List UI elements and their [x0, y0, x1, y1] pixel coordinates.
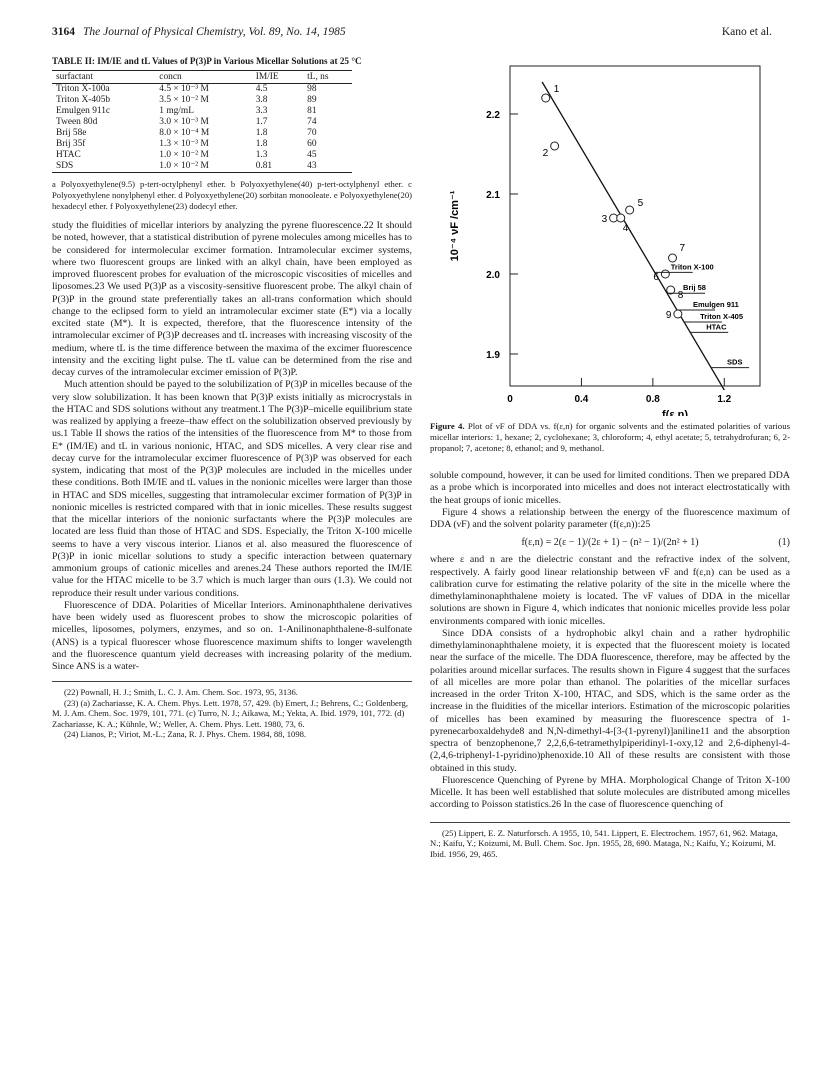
table-cell: Triton X-405b — [56, 95, 111, 105]
table-cell: 70 — [307, 128, 317, 138]
y-tick-label: 2.2 — [486, 110, 500, 121]
table-cell: 74 — [307, 117, 317, 127]
reference: (24) Lianos, P.; Viriot, M.-L.; Zana, R. J. Phys. Chem. 1984, 88, 1098. — [64, 729, 307, 740]
table-row — [52, 95, 352, 106]
x-tick-label: 0 — [507, 394, 513, 405]
point-label: 9 — [665, 310, 672, 321]
table-cell: 8.0 × 10⁻⁴ M — [159, 128, 210, 138]
micelle-label: HTAC — [706, 322, 727, 332]
table-row — [52, 106, 352, 117]
table-cell: 43 — [303, 161, 352, 173]
right-references — [430, 822, 790, 860]
point-label: 1 — [553, 84, 560, 95]
micelle-label: Triton X-405 — [700, 312, 744, 321]
y-axis-label: 10⁻⁴ νF /cm⁻¹ — [449, 190, 461, 262]
chart-axes — [449, 66, 760, 416]
fit-line — [542, 82, 724, 390]
table-row — [52, 128, 352, 139]
y-tick-label: 1.9 — [486, 350, 500, 361]
point-label: 3 — [601, 214, 608, 225]
table-cell: 98 — [307, 84, 317, 94]
x-axis-label: f(ε,n) — [662, 409, 688, 416]
table-cell: 1.3 — [255, 150, 268, 160]
table-header-cell: concn — [155, 71, 251, 84]
data-point — [674, 310, 682, 318]
data-point — [542, 94, 550, 102]
equation-1 — [430, 537, 790, 548]
micelle-label: Emulgen 911 — [692, 300, 739, 309]
journal-name: The Journal of Physical Chemistry, Vol. 89, No. 14, 1985 — [83, 26, 346, 38]
table-cell: 81 — [307, 106, 317, 116]
table-cell: 3.5 × 10⁻² M — [159, 95, 209, 105]
data-point — [661, 270, 669, 278]
table-cell: 4.5 × 10⁻³ M — [159, 84, 209, 94]
table-cell: 1.8 — [255, 139, 268, 149]
table-cell: SDS — [52, 161, 155, 173]
table-cell: 45 — [307, 150, 317, 160]
table-body — [52, 84, 352, 173]
figure-caption — [430, 421, 790, 454]
paragraph: where ε and n are the dielectric constant and the refractive index of the solvent, respectively. A fairly good linear relationship between νF and f(ε,n) can be used as a calibration curve for estimating the relative polarity of the site in the micelle where the dimethylaminonaphthalene moiety is located. The νF values of DDA in the micellar solutions are shown in Figure 4, which indicates that nonionic micelles provide less polar environments compared with ionic micelles. — [430, 554, 790, 627]
micelle-label: Triton X-100 — [670, 262, 714, 272]
table-row — [52, 139, 352, 150]
table-row — [52, 84, 352, 96]
plot-frame — [510, 66, 760, 386]
micelle-label: SDS — [727, 357, 743, 367]
table-header-cell: IM/IE — [252, 71, 303, 84]
paragraph: Figure 4 shows a relationship between the energy of the fluorescence maximum of DDA (νF) and the solvent polarity parameter (f(ε,n)):25 — [430, 506, 790, 530]
table-cell: 1 mg/mL — [159, 106, 194, 116]
figure-4-chart — [430, 56, 790, 416]
table-cell: 60 — [307, 139, 317, 149]
paragraph: Fluorescence Quenching of Pyrene by MHA. Morphological Change of Triton X-100 Micelle. It has been well established that solute molecules are distributed among micelles according to Poisson statistics.26 In the case of fluorescence quenching of — [430, 774, 790, 811]
right-column — [430, 56, 790, 859]
figure-label: Figure 4. — [430, 421, 465, 431]
point-label: 6 — [653, 272, 659, 283]
right-body-text — [430, 470, 790, 531]
chart-marks — [542, 82, 749, 390]
y-tick-label: 2.1 — [486, 190, 500, 201]
data-table — [52, 70, 352, 173]
equation-number: (1) — [778, 537, 790, 549]
table-cell: 4.5 — [255, 84, 268, 94]
table-footnotes: a Polyoxyethylene(9.5) p-tert-octylphenyl ether. b Polyoxyethylene(40) p-tert-octylphenyl ether. c Polyoxyethylene nonylphenyl ether. d Polyoxyethylene(20) sorbitan monooleate. e Polyoxyethylene(20) hexadecyl ether. f Polyoxyethylene(23) dodecyl ether. — [52, 179, 412, 211]
table-cell: Triton X-100a — [56, 84, 110, 94]
paragraph: study the fluidities of micellar interiors by analyzing the pyrene fluorescence.22 It should be noted, however, that a statistical distribution of pyrene molecules among micelles has to be considered for intermolecular excimer formation. Intramolecular excimer systems, where two fluorescent groups are linked with an alkyl chain, have been employed as improved fluorescent probes for evaluation of the microscopic viscosities of micelles and liposomes.23 We used P(3)P as a viscosity-sensitive fluorescent probe. The alkyl chain of P(3)P in the ground state preferentially takes an all-trans conformation which should change to the eclipsed form to yield an intramolecular excimer state (E*) via a locally excited state (M*). It is expected, therefore, that the fluorescence intensity of the intramolecular excimer of P(3)P decreases and tL increases with increasing viscosity of the medium, where tL is the time difference between the maxima of the excimer fluorescence intensity and the exciting light pulse. The tL value can be determined from the rise and decay curves of the intramolecular excimer emission of P(3)P. — [52, 220, 412, 378]
table-header-row — [52, 71, 352, 84]
table-cell: 3.0 × 10⁻³ M — [159, 117, 209, 127]
point-label: 5 — [637, 198, 644, 209]
x-tick-label: 1.2 — [717, 394, 732, 405]
table-cell: Emulgen 911c — [56, 106, 111, 116]
table-cell: 3.3 — [255, 106, 268, 116]
right-body-text-2 — [430, 554, 790, 811]
micelle-label: Brij 58 — [683, 283, 706, 293]
table-cell: 1.3 × 10⁻³ M — [159, 139, 209, 149]
table-cell: 1.0 × 10⁻² M — [159, 150, 209, 160]
table-cell: Tween 80d — [56, 117, 98, 127]
data-point — [626, 206, 634, 214]
data-point — [669, 254, 677, 262]
point-label: 4 — [622, 223, 629, 234]
table-header-cell: surfactant — [52, 71, 155, 84]
point-label: 8 — [677, 290, 684, 301]
table-cell: 89 — [307, 95, 317, 105]
reference: (23) (a) Zachariasse, K. A. Chem. Phys. Lett. 1978, 57, 429. (b) Emert, J.; Behrens, C.; Goldenberg, M. J. Am. Chem. Soc. 1979, 101, 771. (c) Turro, N. J.; Aikawa, M.; Yekta, A. Ibid. 1979, 101, 772. (d) Zachariasse, K. A.; Kühnle, W.; Weller, A. Chem. Phys. Lett. 1980, 73, 6. — [52, 697, 409, 729]
table-row — [52, 161, 352, 173]
reference: (22) Pownall, H. J.; Smith, L. C. J. Am. Chem. Soc. 1973, 95, 3136. — [64, 687, 298, 698]
left-body-text — [52, 220, 412, 673]
table-cell: 1.7 — [255, 117, 268, 127]
y-tick-label: 2.0 — [486, 270, 500, 281]
paragraph: Since DDA consists of a hydrophobic alkyl chain and a rather hydrophilic dimethylaminonaphthalene moiety, it is expected that the fluorescent moiety is located near the surface of the micelle. The DDA fluorescence, therefore, may be affected by the polarities around micellar surfaces. The results shown in Figure 4 suggest that the surfaces of all micelles are more polar than ethanol. The polarities of the micellar surfaces increased in the order Triton X-100, HTAC, and SDS, which is the same order as the increase in the fluidities of the micellar interiors. Estimation of the microscopic polarities of micelles has been examined by measuring the fluorescence spectra of 1-pyrenecarboxaldehyde8 and N,N-dimethyl-4-[3-(1-pyrenyl)]aniline11 and the absorption spectra of benzophenone,7 2,2,6,6-tetramethylpiperidinyl-1-oxy,12 and 2,6-diphenyl-4-(2,4,6-triphenyl-1-pyridino)phenoxide.10 All of these results are consistent with those obtained in this study. — [430, 627, 790, 774]
table-cell: Brij 58e — [56, 128, 87, 138]
paragraph: Fluorescence of DDA. Polarities of Micellar Interiors. Aminonaphthalene derivatives have been widely used as fluorescent probes to show the microscopic polarities of micelles, liposomes, polymers, enzymes, and so on. 1-Anilinonaphthalene-8-sulfonate (ANS) is a typical fluorescer whose fluorescence maximum shifts to longer wavelength and the fluorescence quantum yield decreases with increasing polarity of the medium. Since ANS is a water- — [52, 599, 412, 672]
x-tick-label: 0.8 — [645, 394, 660, 405]
author-running-head: Kano et al. — [721, 26, 772, 38]
table-cell: 1.0 × 10⁻² M — [155, 161, 251, 173]
table-cell: HTAC — [56, 150, 81, 160]
point-label: 2 — [542, 148, 549, 159]
page-number: 3164 — [52, 26, 75, 38]
table-cell: Brij 35f — [56, 139, 86, 149]
table-row — [52, 117, 352, 128]
data-point — [617, 214, 625, 222]
left-references — [52, 681, 412, 740]
table-cell: 0.81 — [252, 161, 303, 173]
table-cell: 1.8 — [255, 128, 268, 138]
left-column — [52, 56, 412, 740]
paragraph: Much attention should be payed to the solubilization of P(3)P in micelles because of the very slow solubilization. It has been known that P(3)P exists initially as microcrystals in the HTAC and SDS solutions without any treatment.1 The P(3)P–micelle equilibrium state was realized by applying a freeze–thaw effect on the solubilization observed previously by us.1 Table II shows the ratios of the intensities of the fluorescence from M* to those from E* (IM/IE) and tL in various nonionic, HTAC, and SDS micelles. A very clear rise and decay curve for the intramolecular excimer fluorescence of P(3)P was observed for each system, indicating that most of the P(3)P molecules are included in the micelles under these conditions. Both IM/IE and tL values in the nonionic micelles were larger than those in HTAC and SDS micelles, suggesting that intramolecular excimer formation of P(3)P in nonionic micelles is restricted compared with that in ionic micelles. These results suggest that the micellar interiors of the nonionic surfactants where the P(3)P molecules are located are less fluid than those of HTAC and SDS. Especially, the Triton X-100 micelle seems to have a very viscous interior. Lianos et al. also measured the fluorescence of P(3)P in ionic micellar solutions to study a specific interaction between quaternary ammonium groups of cationic micelles and arenes.24 These authors reported the IM/IE value for the HTAC micelle to be 3.7 which is much larger than ours (1.3). We could not reproduce their result under various conditions. — [52, 379, 412, 599]
equation-text: f(ε,n) = 2(ε − 1)/(2ε + 1) − (n² − 1)/(2n² + 1) — [521, 537, 699, 549]
figure-caption-text: Plot of νF of DDA vs. f(ε,n) for organic solvents and the estimated polarities of various micellar interiors: 1, hexane; 2, cyclohexane; 3, chloroform; 4, ethyl acetate; 5, tetrahydrofuran; 6, 2-propanol; 7, acetone; 8, ethanol; and 9, methanol. — [430, 421, 791, 453]
table-cell: 3.8 — [255, 95, 268, 105]
table-title: TABLE II: IM/IE and tL Values of P(3)P in Various Micellar Solutions at 25 °C — [52, 56, 362, 66]
x-tick-label: 0.4 — [574, 394, 589, 405]
paragraph: soluble compound, however, it can be used for limited conditions. Then we prepared DDA as a probe which is incorporated into micelles and does not interact electrostatically with the heat groups of ionic micelles. — [430, 470, 790, 506]
table-row — [52, 150, 352, 161]
point-label: 7 — [679, 243, 686, 254]
reference: (25) Lippert, E. Z. Naturforsch. A 1955, 10, 541. Lippert, E. Electrochem. 1957, 61, 962. Mataga, N.; Kaifu, Y.; Koizumi, M. Bull. Chem. Soc. Jpn. 1955, 28, 690. Mataga, N.; Kaifu, Y.; Koizumi, M. Ibid. 1956, 29, 465. — [430, 827, 778, 859]
table-header-cell: tL, ns — [303, 71, 352, 84]
data-point — [551, 142, 559, 150]
